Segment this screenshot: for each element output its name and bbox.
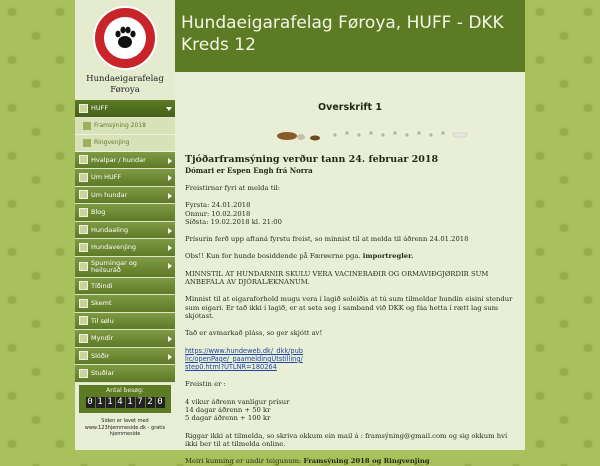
chevron-right-icon <box>168 354 172 360</box>
sidebar-item-label: Slóðir <box>91 351 110 360</box>
page-icon <box>79 104 88 113</box>
sidebar-item-label: Stuðlar <box>91 369 115 378</box>
counter-digit: 7 <box>137 397 143 407</box>
visit-counter <box>79 385 171 413</box>
sidebar-item-4[interactable] <box>75 169 175 187</box>
sidebar-item-label: Tíðindi <box>91 281 113 290</box>
counter-digit: 1 <box>127 397 133 407</box>
paragraph-deadline-heading: Freistin er : <box>185 380 226 389</box>
chevron-right-icon <box>168 263 172 269</box>
sidebar-item-6[interactable] <box>75 204 175 222</box>
sidebar-item-label: Hundavenjing <box>91 243 137 252</box>
counter-digit: 2 <box>147 397 153 407</box>
page-icon <box>79 281 88 290</box>
paragraph-more-info <box>185 457 515 465</box>
more-info-bold: Framsýning 2018 og Ringvenjing <box>303 457 430 466</box>
paragraph-deadlines-intro: Freistirnar fyri at melda til: <box>185 184 281 192</box>
counter-digit: 1 <box>97 397 103 407</box>
chevron-right-icon <box>168 158 172 164</box>
sidebar-item-label: Til sølu <box>91 316 114 325</box>
counter-digit: 1 <box>107 397 113 407</box>
sidebar-item-7[interactable] <box>75 222 175 240</box>
price-item: 4 vikur áðrenn vanlígur prísur <box>185 397 290 406</box>
sidebar-item-10[interactable] <box>75 278 175 296</box>
deadline-item: Síðsta: 19.02.2018 kl. 21:00 <box>185 217 282 226</box>
paragraph-obs <box>185 252 515 260</box>
sidebar-item-label: Spurningar og heilsuráð <box>91 258 137 274</box>
sidebar-item-label: Hvalpar / hundar <box>91 155 146 164</box>
price-list <box>185 398 515 423</box>
sidebar-item-0[interactable] <box>75 100 175 118</box>
more-info-text: Meiri kunning er undir teigunum: <box>185 457 304 466</box>
sidebar-item-label: Um HUFF <box>91 173 122 182</box>
main-content <box>175 72 525 466</box>
paw-trail-icon <box>275 127 475 143</box>
signup-link-text[interactable]: https://www.hundeweb.dk/_dkk/public/openPage/_paameldingUtstilling/step0.html?UTLNR=180264 <box>185 346 303 372</box>
obs-text: Obs!! Kun for hunde bosiddende på Færøerne pga. <box>185 252 363 261</box>
page-icon <box>83 122 91 130</box>
paragraph-email: Riggar ikki at tilmelda, so skriva okkum ein mail á : framsýning@gmail.com og sig okkum hví ikki ber til at tilmelda online. <box>185 431 508 448</box>
page-header <box>175 0 525 72</box>
page-container <box>75 0 525 466</box>
page-icon <box>83 139 91 147</box>
paragraph-limited-space: Tað er avmarkað pláss, so ger skjótt av! <box>185 329 323 338</box>
sidebar-item-label: HUFF <box>91 104 109 113</box>
site-credit[interactable]: Siden er lavet med www.123hjemmeside.dk - gratis hjemmeside <box>84 418 166 437</box>
counter-digit: 4 <box>117 397 123 407</box>
article-subtitle: Dómari er Espen Engh frá Norra <box>185 166 313 175</box>
obs-bold: importregler. <box>362 252 414 261</box>
sidebar-item-1[interactable] <box>75 118 175 135</box>
deadline-item: Onnur: 10.02.2018 <box>185 209 251 218</box>
page-icon <box>79 299 88 308</box>
page-icon <box>79 155 88 164</box>
counter-digit: 0 <box>87 397 93 407</box>
chevron-right-icon <box>168 336 172 342</box>
chevron-down-icon <box>166 107 172 111</box>
sidebar-item-label: Framsýning 2018 <box>94 122 146 129</box>
chevron-right-icon <box>168 228 172 234</box>
deadline-list <box>185 201 515 226</box>
sidebar-item-12[interactable] <box>75 313 175 331</box>
sidebar-item-label: Hundaaling <box>91 225 129 234</box>
sidebar-item-label: Blog <box>91 208 106 217</box>
sidebar-item-14[interactable] <box>75 348 175 366</box>
sidebar-item-label: Myndir <box>91 334 114 343</box>
sidebar-item-15[interactable] <box>75 365 175 383</box>
article-title: Tjóðarframsýning verður tann 24. februar 2018 <box>185 154 439 165</box>
page-icon <box>79 225 88 234</box>
sidebar-item-13[interactable] <box>75 330 175 348</box>
counter-digit: 0 <box>157 397 163 407</box>
sidebar-nav <box>75 100 175 383</box>
site-name: Hundaeigarafelag Føroya <box>86 74 164 95</box>
header-title: Hundaeigarafelag Føroya, HUFF - DKK Kreds 12 <box>181 13 504 55</box>
page-icon <box>79 316 88 325</box>
page-icon <box>79 243 88 252</box>
price-item: 14 dagar áðrenn + 50 kr <box>185 406 271 415</box>
deadline-item: Fyrsta: 24.01.2018 <box>185 201 251 210</box>
chevron-right-icon <box>168 245 172 251</box>
page-icon <box>79 173 88 182</box>
page-icon <box>79 351 88 360</box>
logo[interactable] <box>93 6 157 70</box>
page-icon <box>79 369 88 378</box>
sidebar-item-5[interactable] <box>75 187 175 205</box>
sidebar-item-8[interactable] <box>75 239 175 257</box>
page-icon <box>79 262 88 271</box>
page-icon <box>79 208 88 217</box>
counter-label: Antal besøg: <box>106 387 144 394</box>
sidebar-item-label: Um hundar <box>91 190 128 199</box>
paragraph-vaccination: MINNSTIL AT HUNDARNIR SKULU VERA VACINERAÐIR OG ORMAVIÐGJØRDIR SUM ANBEFALA AV DJÓRALÆKNANUM. <box>185 269 489 287</box>
paragraph-ownership: Minnist til at eigaraforhold mugu vera í lagið soleiðis at tú sum tilmeldar hundin eisini stendur sum eigari. Er tað ikki í lagið, er at seta seg í samband við DKK og fáa hetta í rætt lag sum skjótast. <box>185 295 513 320</box>
signup-link[interactable] <box>185 347 303 372</box>
sidebar-item-3[interactable] <box>75 152 175 170</box>
page-icon <box>79 334 88 343</box>
chevron-right-icon <box>168 175 172 181</box>
sidebar-item-11[interactable] <box>75 295 175 313</box>
sidebar-item-2[interactable] <box>75 135 175 152</box>
logo-area <box>75 0 175 100</box>
content-heading: Overskrift 1 <box>318 102 382 113</box>
price-item: 5 dagar áðrenn + 100 kr <box>185 414 271 423</box>
sidebar-item-9[interactable] <box>75 257 175 278</box>
page-icon <box>79 190 88 199</box>
paragraph-price-note: Prísurin ferð upp aftaná fyrstu freist, so minnist til at melda til áðrenn 24.01.2018 <box>185 235 469 244</box>
sidebar-item-label: Skemt <box>91 299 112 308</box>
chevron-right-icon <box>168 193 172 199</box>
counter-digits <box>79 397 171 408</box>
sidebar-item-label: Ringvenjing <box>94 139 130 146</box>
paw-icon <box>104 17 146 59</box>
